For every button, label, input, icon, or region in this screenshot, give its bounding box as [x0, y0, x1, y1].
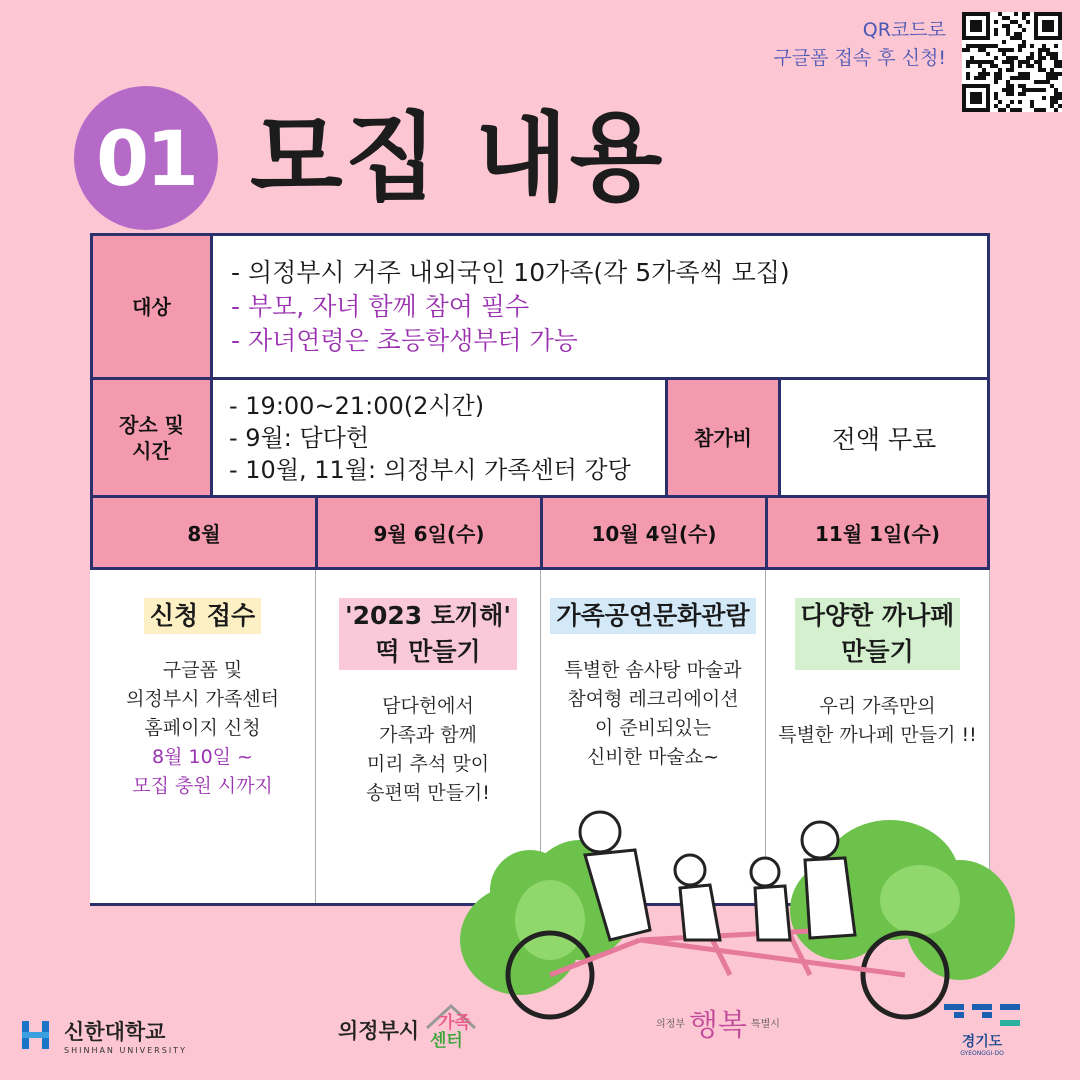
schedule-title: [795, 598, 961, 670]
schedule-desc-line: 미리 추석 맞이: [366, 753, 490, 775]
place-time-line: - 10월, 11월: 의정부시 가족센터 강당: [229, 455, 631, 484]
schedule-desc-line: 특별한 까나페 만들기 !!: [778, 724, 977, 746]
schedule-desc-line: 송편떡 만들기!: [366, 782, 490, 804]
date-text: 9월 6일(수): [373, 522, 485, 546]
date-text: 11월 1일(수): [815, 522, 940, 546]
schedule-title-line: 신청 접수: [149, 601, 256, 630]
gyeonggi-logo: [940, 1002, 1024, 1057]
place-time-label-line1: 장소 및: [119, 412, 184, 437]
schedule-desc-line: 담다헌에서: [382, 695, 474, 717]
place-time-label-line2: 시간: [132, 438, 171, 463]
schedule-column: [90, 570, 315, 904]
schedule-desc-line: 특별한 솜사탕 마술과: [564, 659, 742, 681]
schedule-desc: [766, 692, 989, 750]
qr-notice-line2: 구글폼 접속 후 신청!: [773, 47, 946, 69]
date-cell: [540, 495, 768, 570]
qr-notice: [773, 16, 946, 72]
target-line: - 의정부시 거주 내외국인 10가족(각 5가족씩 모집): [231, 257, 790, 287]
fee-value-text: 전액 무료: [831, 424, 937, 454]
date-cell: [90, 495, 318, 570]
schedule-title-line: 만들기: [841, 637, 914, 666]
shinhan-university-logo-icon: [18, 1015, 58, 1055]
schedule-desc-line: 모집 충원 시까지: [132, 775, 273, 797]
schedule-title-line: 다양한 까나페: [800, 601, 955, 630]
gyeonggi-name-en: GYEONGGI-DO: [960, 1050, 1004, 1057]
schedule-desc-line: 우리 가족만의: [819, 695, 936, 717]
date-cell: [765, 495, 990, 570]
happy-city-main: 행복: [688, 1008, 747, 1043]
family-riders: [580, 812, 855, 940]
gyeonggi-name: 경기도: [961, 1034, 1003, 1050]
qr-notice-line1: QR코드로: [862, 19, 946, 41]
target-line: - 자녀연령은 초등학생부터 가능: [231, 325, 578, 355]
gyeonggi-logo-icon: [940, 1002, 1024, 1030]
happy-city-post: 특별시: [750, 1018, 780, 1030]
family-center-text-1: 가족: [438, 1013, 471, 1033]
date-text: 10월 4일(수): [591, 522, 717, 546]
qr-code-icon[interactable]: [962, 12, 1062, 112]
family-center-text-2: 센터: [430, 1031, 463, 1051]
date-text: 8월: [187, 522, 221, 546]
schedule-title: [550, 598, 755, 634]
family-tandem-bicycle-illustration: [460, 790, 1020, 1020]
place-time-label: [90, 377, 213, 498]
shinhan-name-en: SHINHAN UNIVERSITY: [64, 1045, 187, 1055]
schedule-desc-line: 이 준비되있는: [594, 717, 712, 739]
target-content: [210, 233, 990, 380]
target-label: [90, 233, 213, 380]
schedule-desc: [90, 656, 315, 801]
target-label-text: 대상: [132, 294, 171, 319]
schedule-desc: [541, 656, 765, 772]
section-title: 모집 내용: [250, 102, 665, 214]
uijeongbu-family-center-logo: [338, 1000, 481, 1060]
schedule-desc-line: 가족과 함께: [379, 724, 477, 746]
schedule-desc-line: 구글폼 및: [162, 659, 243, 681]
schedule-desc-line: 참여형 레크리에이션: [567, 688, 739, 710]
shinhan-name: 신한대학교: [64, 1019, 166, 1044]
uijeongbu-happy-city-logo: [656, 1000, 780, 1044]
shinhan-university-logo: [18, 1015, 187, 1055]
place-time-line: - 9월: 담다헌: [229, 423, 370, 452]
fee-label: [665, 377, 781, 498]
fee-value: [778, 377, 990, 498]
place-time-content: [210, 377, 668, 498]
section-number: 01: [96, 113, 196, 203]
schedule-title-line: 떡 만들기: [375, 637, 481, 666]
uijeongbu-name: 의정부시: [338, 1019, 420, 1043]
schedule-desc-line: 의정부시 가족센터: [126, 688, 279, 710]
happy-city-pre: 의정부: [656, 1018, 685, 1030]
schedule-desc-line: 신비한 마술쇼~: [586, 746, 720, 768]
fee-label-text: 참가비: [694, 425, 752, 450]
schedule-title-line: '2023 토끼해': [344, 601, 512, 630]
target-line: - 부모, 자녀 함께 참여 필수: [231, 291, 530, 321]
schedule-desc-line: 홈페이지 신청: [144, 717, 261, 739]
schedule-desc-line: 8월 10일 ~: [152, 746, 253, 768]
schedule-title-line: 가족공연문화관람: [556, 601, 750, 630]
date-cell: [315, 495, 543, 570]
schedule-title: [339, 598, 517, 670]
schedule-title: [144, 598, 261, 634]
place-time-line: - 19:00~21:00(2시간): [229, 391, 485, 420]
section-number-badge: [74, 86, 218, 230]
